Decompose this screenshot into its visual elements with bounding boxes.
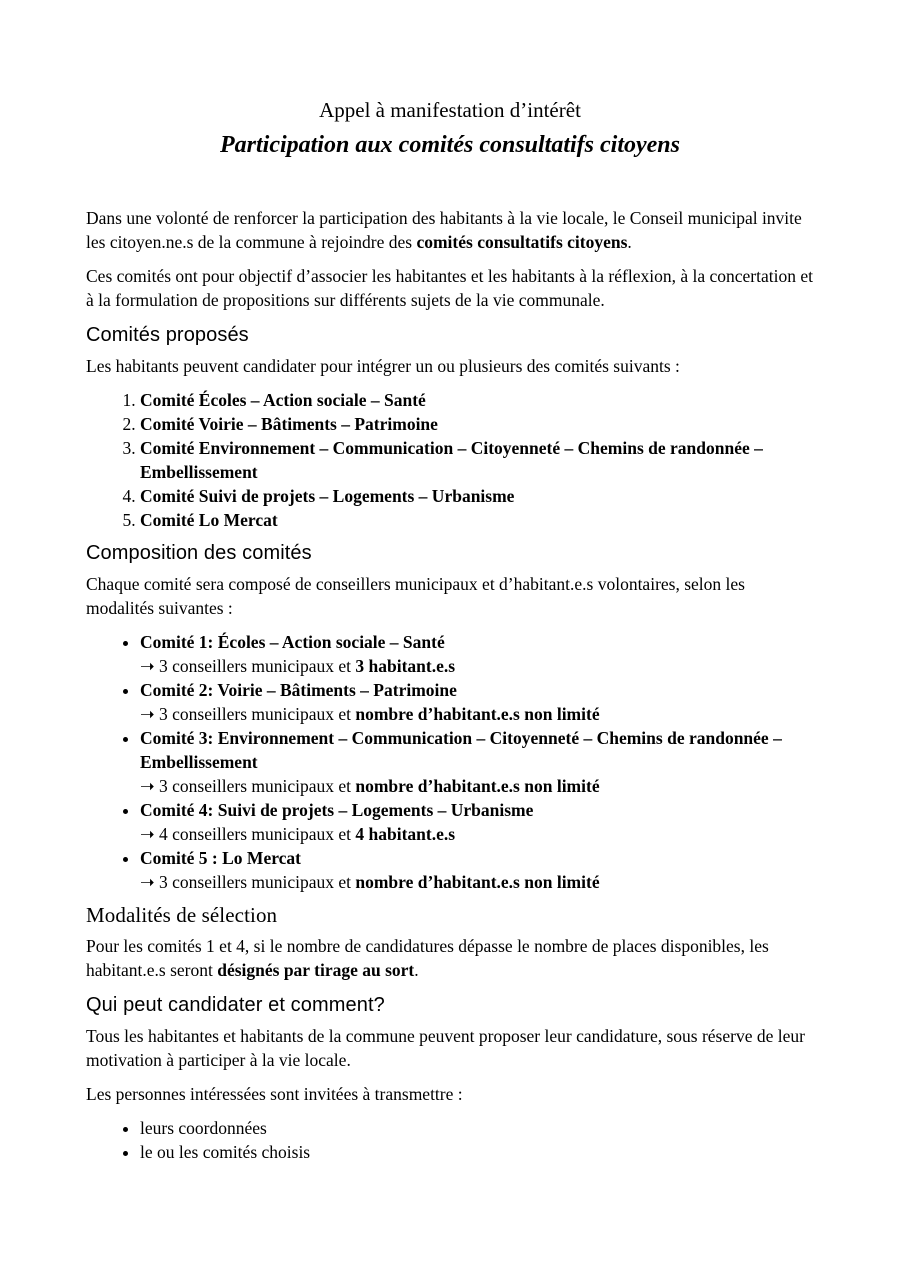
candidater-paragraph-1: Tous les habitantes et habitants de la commune peuvent proposer leur candidature, sous réserve de leur motivation à participer à la vie locale. — [86, 1026, 805, 1070]
list-item — [140, 412, 814, 436]
composition-title: Comité 2: Voirie – Bâtiments – Patrimoine — [140, 680, 457, 700]
composition-detail-text: ➝ 3 conseillers municipaux et — [140, 776, 356, 796]
comite-name: Comité Environnement – Communication – Citoyenneté – Chemins de randonnée – Embellissement — [140, 438, 763, 482]
document-supertitle: Appel à manifestation d’intérêt — [319, 98, 581, 122]
intro-paragraph-1 — [86, 206, 814, 254]
list-item — [140, 508, 814, 532]
comite-name: Comité Lo Mercat — [140, 510, 278, 530]
comite-name: Comité Suivi de projets – Logements – Urbanisme — [140, 486, 515, 506]
comite-name: Comité Écoles – Action sociale – Santé — [140, 390, 426, 410]
composition-detail-bold: nombre d’habitant.e.s non limité — [355, 776, 600, 796]
composition-detail-bold: 4 habitant.e.s — [355, 824, 456, 844]
composition-detail — [140, 774, 814, 798]
composition-detail-bold: 3 habitant.e.s — [355, 656, 456, 676]
intro-text: Dans une volonté de renforcer la participation des habitants à la vie locale, le Conseil municipal invite les citoyen.ne.s de la commune à rejoindre des — [86, 208, 802, 252]
composition-detail-text: ➝ 3 conseillers municipaux et — [140, 704, 356, 724]
list-item — [140, 630, 814, 678]
heading-selection: Modalités de sélection — [86, 903, 278, 927]
candidater-paragraph-2: Les personnes intéressées sont invitées à transmettre : — [86, 1084, 463, 1104]
list-item — [140, 678, 814, 726]
comites-list — [86, 388, 814, 532]
comite-name: Comité Voirie – Bâtiments – Patrimoine — [140, 414, 438, 434]
composition-detail — [140, 654, 814, 678]
selection-bold: désignés par tirage au sort — [217, 960, 415, 980]
list-item — [140, 726, 814, 798]
list-item — [140, 436, 814, 484]
intro-end: . — [627, 232, 632, 252]
list-item — [140, 798, 814, 846]
composition-detail — [140, 822, 814, 846]
composition-lead: Chaque comité sera composé de conseillers municipaux et d’habitant.e.s volontaires, selon les modalités suivantes : — [86, 574, 745, 618]
list-item — [140, 846, 814, 894]
intro-bold: comités consultatifs citoyens — [416, 232, 628, 252]
composition-list — [86, 630, 814, 894]
selection-text: Pour les comités 1 et 4, si le nombre de candidatures dépasse le nombre de places disponibles, les habitant.e.s seront — [86, 936, 769, 980]
list-item: • le ou les comités choisis — [140, 1140, 814, 1164]
composition-detail-text: ➝ 3 conseillers municipaux et — [140, 872, 356, 892]
composition-detail — [140, 870, 814, 894]
document-title: Participation aux comités consultatifs citoyens — [219, 132, 680, 158]
selection-paragraph — [86, 934, 814, 982]
composition-detail-bold: nombre d’habitant.e.s non limité — [355, 872, 600, 892]
comites-proposes-lead: Les habitants peuvent candidater pour intégrer un ou plusieurs des comités suivants : — [86, 356, 680, 376]
list-item: • leurs coordonnées — [140, 1116, 814, 1140]
composition-detail-text: ➝ 4 conseillers municipaux et — [140, 824, 356, 844]
heading-candidater: Qui peut candidater et comment? — [86, 994, 385, 1016]
heading-composition: Composition des comités — [86, 542, 312, 564]
composition-title: Comité 1: Écoles – Action sociale – Santé — [140, 632, 445, 652]
list-item — [140, 388, 814, 412]
intro-paragraph-2: Ces comités ont pour objectif d’associer les habitantes et les habitants à la réflexion, à la concertation et à la formulation de propositions sur différents sujets de la vie communale. — [86, 266, 813, 310]
composition-title: Comité 5 : Lo Mercat — [140, 848, 302, 868]
heading-comites-proposes: Comités proposés — [86, 324, 249, 346]
composition-title: Comité 4: Suivi de projets – Logements – Urbanisme — [140, 800, 534, 820]
composition-detail-bold: nombre d’habitant.e.s non limité — [355, 704, 600, 724]
document-body — [86, 206, 814, 1172]
composition-title: Comité 3: Environnement – Communication – Citoyenneté – Chemins de randonnée – Embellissement — [140, 728, 782, 772]
selection-end: . — [414, 960, 419, 980]
composition-detail — [140, 702, 814, 726]
candidater-list — [86, 1116, 814, 1164]
composition-detail-text: ➝ 3 conseillers municipaux et — [140, 656, 356, 676]
list-item — [140, 484, 814, 508]
